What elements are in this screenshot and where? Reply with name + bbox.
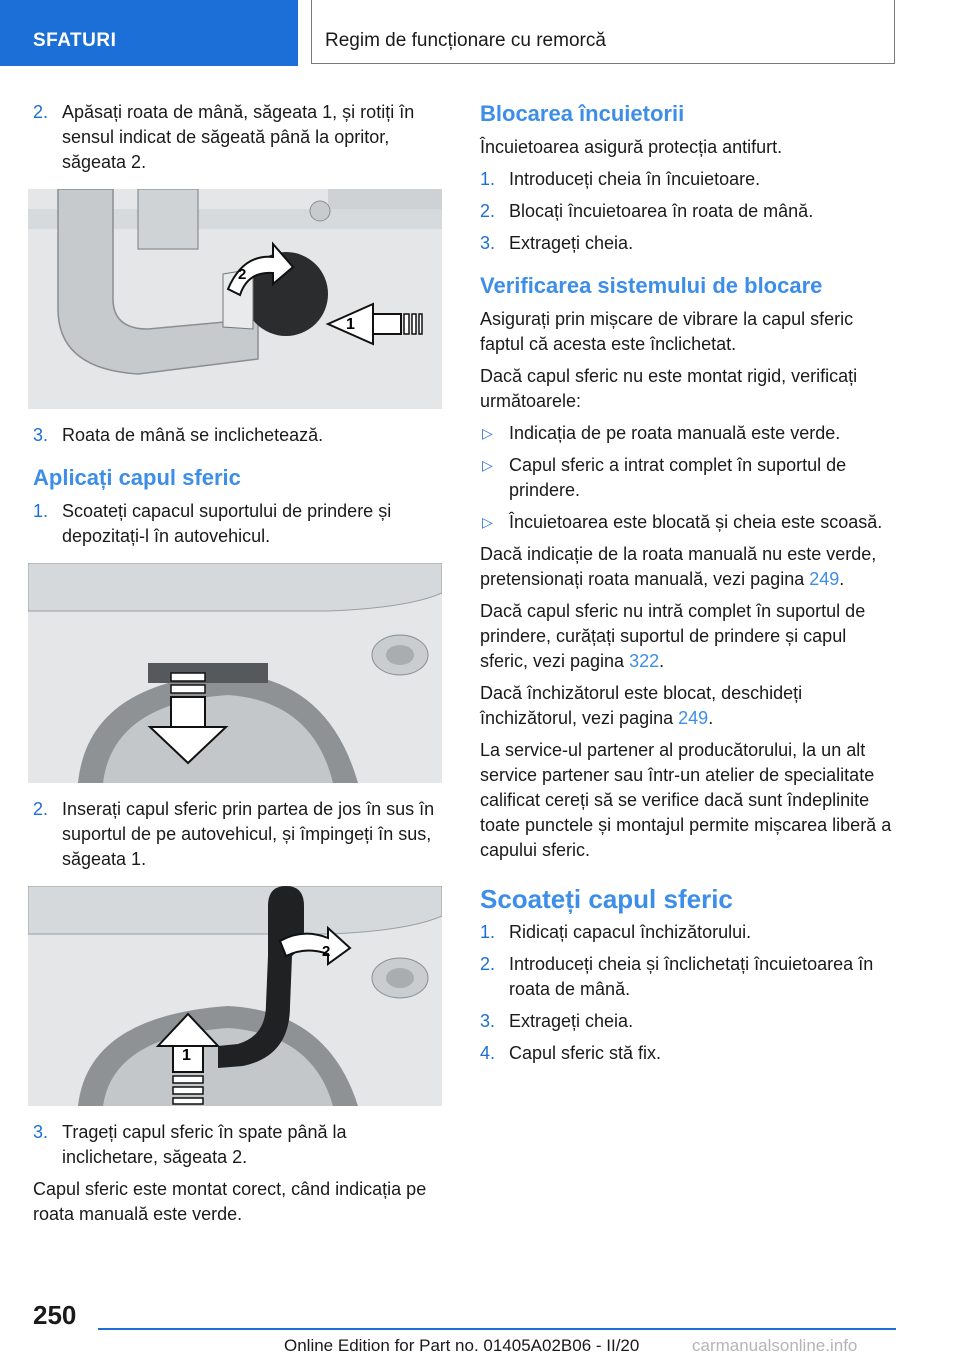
step-number: 3. (480, 233, 496, 253)
step-item (480, 199, 898, 224)
step-item (480, 1009, 898, 1034)
paragraph (480, 681, 898, 731)
figure-bumper-cover (28, 563, 442, 783)
paragraph (480, 542, 898, 592)
step-number: 2. (480, 954, 496, 974)
step-item (480, 167, 898, 192)
paragraph-text: Dacă capul sferic nu intră complet în suportul de prindere, curățați suportul de prindere și capul sferic, vezi pagina (480, 601, 866, 671)
step-text: Inserați capul sferic prin partea de jos în sus în suportul de pe autovehicul, și împingeți în sus, săgeata 1. (62, 799, 435, 869)
step-text: Introduceți cheia și înclichetați încuietoarea în roata de mână. (509, 954, 874, 999)
step-number: 1. (480, 922, 496, 942)
step-number: 4. (480, 1043, 496, 1063)
step-item (33, 423, 445, 448)
bullet-text: Indicația de pe roata manuală este verde. (509, 423, 841, 443)
watermark: carmanualsonline.info (692, 1336, 858, 1355)
triangle-bullet-icon: ▷ (482, 514, 493, 530)
page-number: 250 (33, 1300, 77, 1330)
period: . (659, 651, 665, 671)
period: . (839, 569, 845, 589)
step-item (480, 1041, 898, 1066)
bullet-item (480, 421, 898, 446)
paragraph: La service-ul partener al producătorului, la un alt service partener sau într-un atelier de specialitate calificat cereți să se verifice dacă sunt îndeplinite toate punctele și montajul permite mișcarea liberă a capului sferic. (480, 740, 892, 860)
step-number: 1. (33, 501, 49, 521)
page-link[interactable]: 249 (678, 708, 709, 728)
step-text: Ridicați capacul închizătorului. (509, 922, 752, 942)
step-text: Extrageți cheia. (509, 233, 634, 253)
step-text: Apăsați roata de mână, săgeata 1, și rotiți în sensul indicat de săgeată până la opritor, săgeata 2. (62, 102, 415, 172)
step-text: Blocați încuietoarea în roata de mână. (509, 201, 814, 221)
step-item (480, 952, 898, 1002)
step-text: Trageți capul sferic în spate până la inclichetare, săgeata 2. (62, 1122, 347, 1167)
section-heading-remove: Scoateți capul sferic (480, 884, 733, 914)
page-header (0, 0, 960, 66)
bullet-text: Capul sferic a intrat complet în suportul de prindere. (509, 455, 847, 500)
page-link[interactable]: 249 (809, 569, 840, 589)
paragraph (480, 599, 898, 674)
step-item (33, 1120, 445, 1170)
figure-handwheel (28, 189, 442, 409)
section-heading-verify: Verificarea sistemului de blocare (480, 273, 823, 298)
step-number: 3. (480, 1011, 496, 1031)
step-text: Introduceți cheia în încuietoare. (509, 169, 761, 189)
triangle-bullet-icon: ▷ (482, 425, 493, 441)
step-number: 2. (33, 102, 49, 122)
step-number: 3. (33, 425, 49, 445)
step-text: Roata de mână se inclichetează. (62, 425, 324, 445)
page-link[interactable]: 322 (629, 651, 660, 671)
section-heading-apply: Aplicați capul sferic (33, 465, 241, 490)
bullet-text: Încuietoarea este blocată și cheia este scoasă. (509, 512, 883, 532)
period: . (708, 708, 714, 728)
chapter-title: Regim de funcționare cu remorcă (311, 0, 895, 64)
step-number: 1. (480, 169, 496, 189)
bullet-item (480, 510, 898, 535)
figure-label: 1 (346, 316, 355, 333)
section-heading-lock: Blocarea încuietorii (480, 101, 685, 126)
step-text: Extrageți cheia. (509, 1011, 634, 1031)
step-item (33, 797, 445, 872)
figure-label: 1 (182, 1047, 191, 1064)
paragraph: Dacă capul sferic nu este montat rigid, verificați următoarele: (480, 366, 858, 411)
figure-label: 2 (322, 943, 331, 960)
footer-divider (98, 1328, 896, 1330)
step-item (480, 920, 898, 945)
section-tab: SFATURI (0, 0, 298, 66)
paragraph: Capul sferic este montat corect, când indicația pe roata manuală este verde. (33, 1179, 427, 1224)
step-text: Scoateți capacul suportului de prindere și depozitați-l în autovehicul. (62, 501, 392, 546)
step-number: 2. (480, 201, 496, 221)
footer-edition: Online Edition for Part no. 01405A02B06 - II/20 (284, 1336, 640, 1355)
left-column (33, 100, 445, 1234)
triangle-bullet-icon: ▷ (482, 457, 493, 473)
step-item (480, 231, 898, 256)
figure-label: 2 (238, 266, 247, 283)
step-number: 3. (33, 1122, 49, 1142)
step-item (33, 499, 445, 549)
paragraph-text: Dacă indicație de la roata manuală nu este verde, pretensionați roata manuală, vezi pagina (480, 544, 877, 589)
step-number: 2. (33, 799, 49, 819)
step-text: Capul sferic stă fix. (509, 1043, 662, 1063)
figure-ball-insert (28, 886, 442, 1106)
bullet-item (480, 453, 898, 503)
paragraph: Asigurați prin mișcare de vibrare la capul sferic faptul că acesta este înclichetat. (480, 309, 854, 354)
right-column (480, 100, 898, 1073)
paragraph: Încuietoarea asigură protecția antifurt. (480, 137, 783, 157)
step-item (33, 100, 445, 175)
paragraph-text: Dacă închizătorul este blocat, deschideți închizătorul, vezi pagina (480, 683, 803, 728)
